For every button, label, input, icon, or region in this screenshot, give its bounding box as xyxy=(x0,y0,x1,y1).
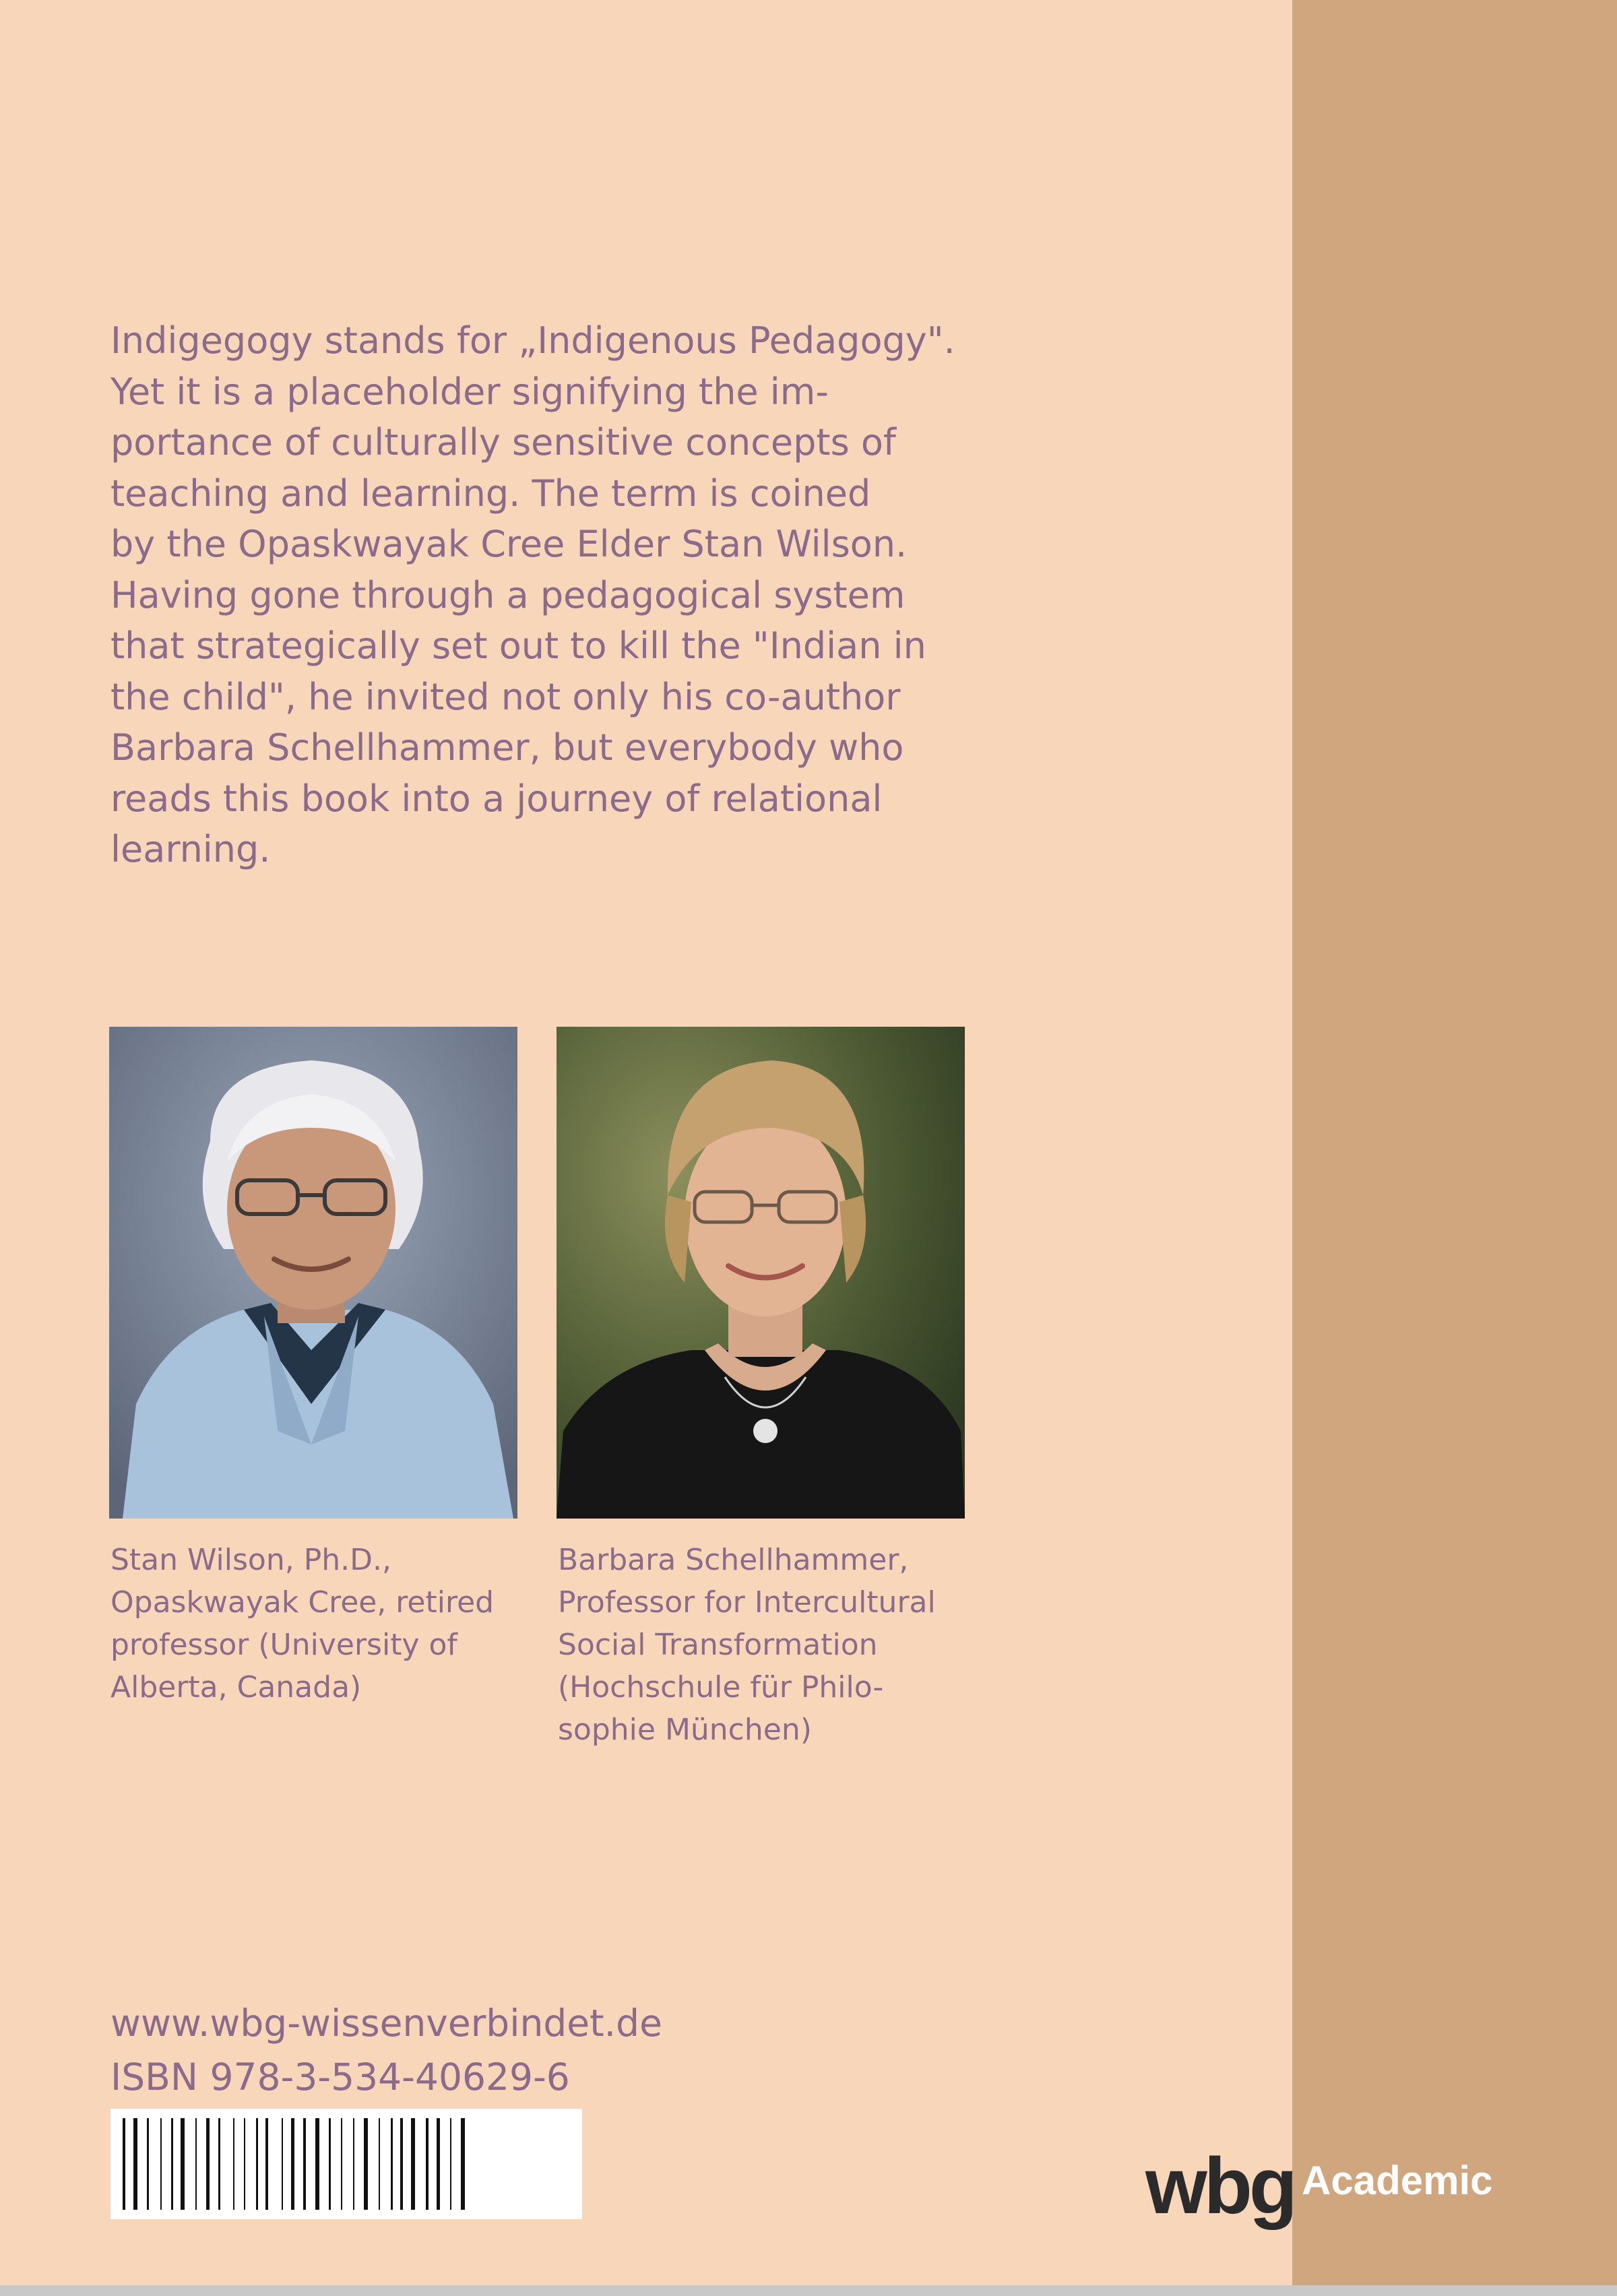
barcode-bar xyxy=(206,2118,210,2210)
publisher-website: www.wbg-wissenverbindet.de xyxy=(110,2002,662,2045)
barcode-bar xyxy=(218,2118,220,2210)
isbn-number: ISBN 978-3-534-40629-6 xyxy=(110,2055,570,2099)
logo-imprint: Academic xyxy=(1302,2158,1493,2203)
barcode-bar xyxy=(160,2118,162,2210)
barcode-bar xyxy=(391,2118,393,2210)
barcode-bar xyxy=(291,2118,294,2210)
barcode-bar xyxy=(256,2118,258,2210)
blurb-line: Barbara Schellhammer, but everybody who xyxy=(110,726,904,769)
barcode-bar xyxy=(329,2118,331,2210)
author-caption-stan-wilson xyxy=(110,1539,528,1709)
logo-wordmark: wbg xyxy=(1145,2142,1294,2231)
blurb-line: Yet it is a placeholder signifying the im- xyxy=(110,370,829,413)
barcode-bars xyxy=(110,2109,582,2219)
barcode-bar xyxy=(244,2118,245,2210)
blurb-line: portance of culturally sensitive concepts of xyxy=(110,421,896,464)
caption-line: Barbara Schellhammer, xyxy=(558,1543,909,1577)
isbn-barcode xyxy=(110,2109,582,2219)
barcode-bar xyxy=(133,2118,137,2210)
caption-line: sophie München) xyxy=(558,1713,812,1747)
barcode-bar xyxy=(171,2118,173,2210)
barcode-bar xyxy=(341,2118,342,2210)
portrait-illustration xyxy=(109,1027,517,1519)
barcode-bar xyxy=(265,2118,268,2210)
blurb-line: the child", he invited not only his co-author xyxy=(110,675,901,718)
barcode-bar xyxy=(282,2118,283,2210)
blurb-line: teaching and learning. The term is coined xyxy=(110,472,871,515)
caption-line: Stan Wilson, Ph.D., xyxy=(110,1543,391,1577)
barcode-bar xyxy=(181,2118,185,2210)
caption-line: Professor for Intercultural xyxy=(558,1585,936,1620)
blurb-line: reads this book into a journey of relational xyxy=(110,777,883,820)
barcode-bar xyxy=(379,2118,380,2210)
publisher-logo xyxy=(1145,2142,1523,2237)
barcode-bar xyxy=(400,2118,403,2210)
blurb-line: by the Opaskwayak Cree Elder Stan Wilson. xyxy=(110,523,908,565)
barcode-bar xyxy=(147,2118,149,2210)
blurb-line: Having gone through a pedagogical system xyxy=(110,573,906,616)
bottom-rule xyxy=(0,2285,1617,2296)
barcode-bar xyxy=(411,2118,415,2210)
barcode-bar xyxy=(437,2118,440,2210)
blurb-text xyxy=(110,315,973,875)
author-caption-barbara-schellhammer xyxy=(558,1539,976,1751)
barcode-bar xyxy=(303,2118,306,2210)
barcode-bar xyxy=(364,2118,368,2210)
barcode-bar xyxy=(123,2118,125,2210)
portrait-illustration xyxy=(557,1027,965,1519)
caption-line: professor (University of xyxy=(110,1628,457,1662)
caption-line: Alberta, Canada) xyxy=(110,1670,362,1704)
caption-line: Social Transformation xyxy=(558,1628,878,1662)
blurb-line: that strategically set out to kill the "Indian in xyxy=(110,625,926,667)
barcode-bar xyxy=(450,2118,451,2210)
caption-line: (Hochschule für Philo- xyxy=(558,1670,884,1704)
blurb-line: learning. xyxy=(110,828,271,870)
blurb-line: Indigegogy stands for „Indigenous Pedagogy". xyxy=(110,319,955,362)
caption-line: Opaskwayak Cree, retired xyxy=(110,1585,495,1620)
barcode-bar xyxy=(233,2118,234,2210)
barcode-bar xyxy=(315,2118,319,2210)
barcode-bar xyxy=(426,2118,429,2210)
author-photo-barbara-schellhammer xyxy=(557,1027,965,1519)
barcode-bar xyxy=(195,2118,197,2210)
spine-strip xyxy=(1292,0,1617,2296)
barcode-bar xyxy=(461,2118,465,2210)
author-photo-stan-wilson xyxy=(109,1027,517,1519)
barcode-bar xyxy=(353,2118,354,2210)
